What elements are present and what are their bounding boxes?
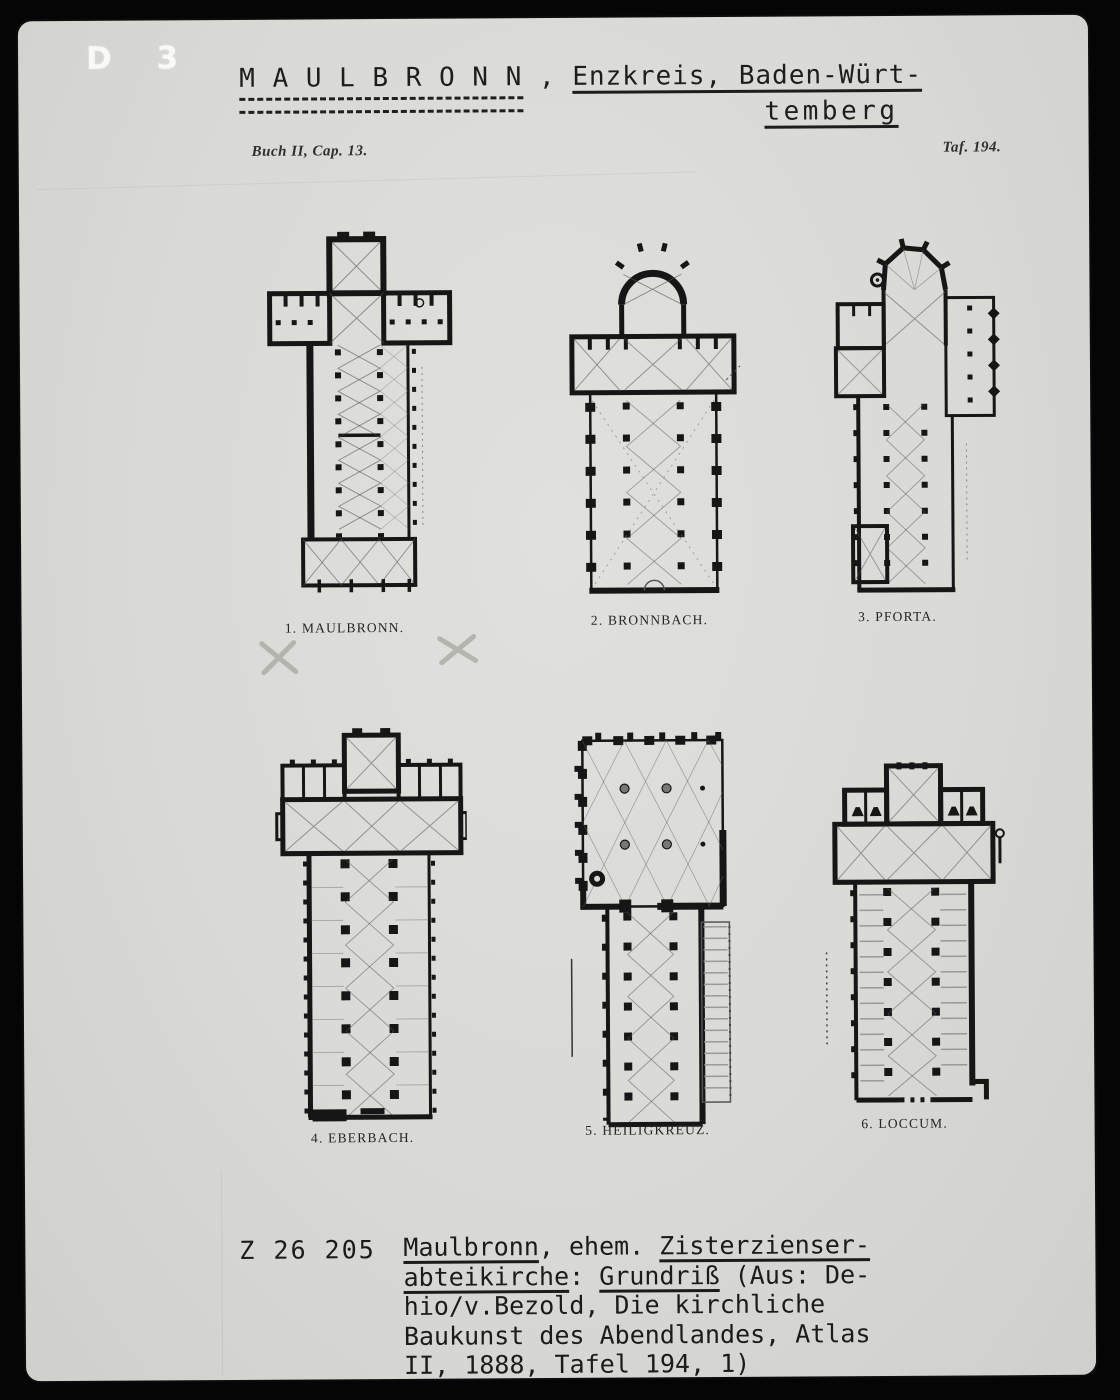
loccum-floor-plan [818, 755, 1010, 1118]
paper-crease-vertical [221, 1170, 223, 1375]
plan-label-bronnbach: 2. BRONNBACH. [590, 612, 709, 628]
plan-label-pforta: 3. PFORTA. [858, 608, 937, 625]
caption-line-2: abteikirche: Grundriß (Aus: De- [403, 1259, 871, 1292]
caption-line-5: II, 1888, Tafel 194, 1) [403, 1348, 751, 1380]
plan-label-heiligkreuz: 5. HEILIGKREUZ. [585, 1122, 711, 1138]
caption-line-3: hio/v.Bezold, Die kirchliche [403, 1289, 826, 1321]
plan-bronnbach [557, 242, 749, 609]
frame-corner-mark: D 3 [85, 40, 196, 77]
heiligkreuz-floor-plan [560, 726, 762, 1133]
plate-ref-book-chapter: Buch II, Cap. 13. [251, 143, 368, 160]
plan-label-eberbach: 4. EBERBACH. [310, 1129, 415, 1146]
header-title: M A U L B R O N N [239, 62, 523, 94]
catalog-number: Z 26 205 [239, 1235, 376, 1265]
plan-heiligkreuz [560, 726, 762, 1133]
header-separator: , [522, 61, 573, 93]
header-line2: temberg [764, 95, 899, 127]
caption-line-4: Baukunst des Abendlandes, Atlas [403, 1318, 871, 1351]
caption-block [403, 1230, 871, 1380]
header-location: Enzkreis, Baden-Würt- [572, 59, 923, 92]
plan-eberbach [266, 727, 468, 1130]
pencil-x-mark-left [256, 640, 302, 676]
maulbronn-floor-plan [259, 227, 461, 604]
plan-maulbronn [259, 227, 461, 604]
pforta-floor-plan [819, 233, 1001, 612]
header-line1 [239, 60, 922, 94]
plan-pforta [819, 233, 1001, 612]
catalog-card-page [18, 15, 1096, 1382]
paper-crease-diagonal [37, 171, 697, 190]
plate-ref-tafel: Taf. 194. [942, 139, 1002, 156]
plan-label-maulbronn: 1. MAULBRONN. [284, 619, 405, 636]
caption-line-1: Maulbronn, ehem. Zisterzienser- [403, 1230, 871, 1262]
header-title-double-underline [239, 96, 523, 114]
pencil-x-mark-right [434, 632, 482, 666]
plan-loccum [818, 755, 1010, 1118]
eberbach-floor-plan [266, 727, 468, 1130]
plan-label-loccum: 6. LOCCUM. [861, 1115, 948, 1132]
bronnbach-floor-plan [557, 242, 749, 609]
